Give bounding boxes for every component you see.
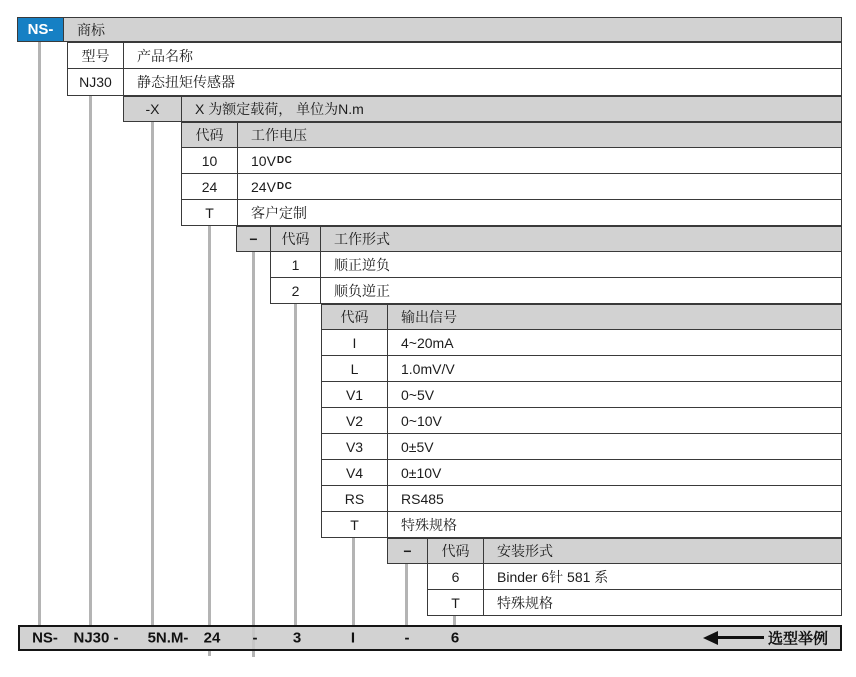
mount-row-T: [427, 590, 842, 616]
model-code-text: NJ30: [79, 74, 112, 90]
mode-header-desc-cell: [321, 227, 841, 251]
voltage-header-desc-text: 工作电压: [251, 127, 307, 143]
mount-header-code-cell: [428, 539, 484, 563]
output-row-V2: [321, 408, 842, 434]
dash-separator: −: [403, 543, 412, 559]
output-code-cell: [322, 460, 388, 485]
mode-header-desc-text: 工作形式: [334, 231, 390, 247]
connector-voltage-stub: [208, 651, 211, 656]
example-segment-voltage: 24: [203, 629, 221, 647]
output-desc-cell: [388, 486, 841, 511]
load-desc-text: X 为额定载荷， 单位为N.m: [195, 101, 364, 117]
example-segment-output: I: [350, 629, 356, 647]
load-code-text: -X: [145, 101, 160, 117]
model-row: [67, 69, 842, 96]
example-segment-prefix: NS-: [32, 629, 58, 647]
output-desc-text: RS485: [401, 490, 444, 507]
output-code-text: I: [352, 334, 357, 351]
output-code-text: V2: [345, 412, 364, 429]
mount-header-row: [387, 538, 842, 564]
mount-desc-text: Binder 6针 581 系: [497, 568, 609, 585]
voltage-row-custom: [181, 200, 842, 226]
output-desc-cell: [388, 382, 841, 407]
left-arrow-tail: [717, 636, 764, 639]
connector-voltage: [208, 226, 211, 625]
model-header-code-cell: [68, 43, 124, 68]
voltage-code-cell: [182, 200, 238, 225]
model-code-cell: [68, 69, 124, 95]
mode-row-2: [270, 278, 842, 304]
mode-header-code-text: 代码: [281, 231, 310, 247]
output-table: [321, 304, 842, 538]
model-desc-cell: [124, 69, 841, 95]
output-row-V1: [321, 382, 842, 408]
output-code-text: RS: [344, 490, 365, 507]
connector-mode-code: [294, 304, 297, 625]
mount-desc-cell: [484, 564, 841, 589]
output-row-RS: [321, 486, 842, 512]
mode-desc-text: 顺负逆正: [334, 282, 390, 299]
output-header-code-cell: [322, 305, 388, 329]
voltage-desc-cell: [238, 174, 841, 199]
connector-model: [89, 96, 92, 625]
mode-code-text: 1: [291, 256, 300, 273]
voltage-row-10: [181, 148, 842, 174]
mode-desc-text: 顺正逆负: [334, 256, 390, 273]
output-desc-cell: [388, 434, 841, 459]
voltage-header-row: [181, 122, 842, 148]
output-desc-text: 0±5V: [401, 438, 434, 455]
mount-code-text: T: [451, 594, 460, 611]
connector-brand: [38, 42, 41, 625]
voltage-table: [181, 122, 842, 226]
brand-prefix-badge: [18, 18, 64, 41]
model-desc-text: 静态扭矩传感器: [137, 74, 235, 90]
mount-code-cell: [428, 590, 484, 615]
output-code-text: T: [350, 516, 359, 533]
mode-code-text: 2: [291, 282, 300, 299]
voltage-code-text: 10: [201, 152, 218, 169]
output-code-cell: [322, 330, 388, 355]
mount-row-6: [427, 564, 842, 590]
mode-header-code-cell: [271, 227, 321, 251]
brand-row: [17, 17, 842, 42]
output-code-text: V4: [345, 464, 364, 481]
mount-header-desc-cell: [484, 539, 841, 563]
example-segment-mount: 6: [450, 629, 460, 647]
mode-code-cell: [271, 278, 321, 303]
dash-separator: −: [249, 231, 258, 247]
mode-row-1: [270, 252, 842, 278]
brand-table: [17, 17, 842, 42]
output-code-cell: [322, 382, 388, 407]
mode-code-cell: [271, 252, 321, 277]
model-header-desc-text: 产品名称: [137, 47, 193, 64]
output-desc-text: 0~5V: [401, 386, 435, 403]
mount-header-dash-cell: [388, 539, 428, 563]
connector-mode-dash-stub: [252, 651, 255, 657]
output-desc-cell: [388, 460, 841, 485]
voltage-desc-text: 客户定制: [251, 204, 307, 221]
output-row-T: [321, 512, 842, 538]
output-row-L: [321, 356, 842, 382]
mount-code-cell: [428, 564, 484, 589]
example-segment-model: NJ30 -: [73, 629, 119, 647]
output-code-cell: [322, 356, 388, 381]
output-row-V4: [321, 460, 842, 486]
mode-table: [236, 226, 842, 304]
mode-header-dash-cell: [237, 227, 271, 251]
model-header-row: [67, 42, 842, 69]
mode-desc-cell: [321, 278, 841, 303]
output-header-row: [321, 304, 842, 330]
voltage-desc-cell: [238, 200, 841, 225]
output-desc-text: 0~10V: [401, 412, 442, 429]
example-segment-dash2: -: [404, 629, 410, 647]
load-table: [123, 96, 842, 122]
output-code-text: V3: [345, 438, 364, 455]
output-row-V3: [321, 434, 842, 460]
voltage-desc-text: 10V: [251, 152, 276, 169]
output-desc-text: 0±10V: [401, 464, 442, 481]
voltage-header-code-cell: [182, 123, 238, 147]
voltage-code-cell: [182, 174, 238, 199]
voltage-code-text: 24: [201, 178, 218, 195]
mount-table-body: [427, 564, 842, 616]
load-code-cell: [124, 97, 182, 121]
model-table: [67, 42, 842, 96]
mode-table-body: [270, 252, 842, 304]
output-code-text: V1: [345, 386, 364, 403]
brand-label-text: 商标: [77, 21, 105, 38]
connector-load: [151, 122, 154, 625]
voltage-row-24: [181, 174, 842, 200]
model-header-desc-cell: [124, 43, 841, 68]
connector-output: [352, 538, 355, 625]
mount-table: [387, 538, 842, 616]
output-desc-text: 4~20mA: [401, 334, 454, 351]
voltage-desc-subscript: DC: [276, 155, 293, 166]
output-header-desc-cell: [388, 305, 841, 329]
mount-header-desc-text: 安装形式: [497, 543, 553, 559]
brand-label-cell: [64, 18, 841, 41]
voltage-code-cell: [182, 148, 238, 173]
mount-desc-cell: [484, 590, 841, 615]
connector-mount-code: [453, 616, 456, 625]
output-code-text: L: [350, 360, 359, 377]
output-desc-cell: [388, 512, 841, 537]
voltage-code-text: T: [205, 204, 214, 221]
example-segment-mode: 3: [292, 629, 302, 647]
brand-prefix-text: NS-: [27, 21, 54, 38]
output-desc-cell: [388, 408, 841, 433]
mode-desc-cell: [321, 252, 841, 277]
voltage-header-desc-cell: [238, 123, 841, 147]
mode-header-row: [236, 226, 842, 252]
voltage-desc-text: 24V: [251, 178, 276, 195]
output-desc-text: 特殊规格: [401, 516, 457, 533]
load-desc-cell: [182, 97, 841, 121]
voltage-desc-cell: [238, 148, 841, 173]
output-code-cell: [322, 512, 388, 537]
load-row: [123, 96, 842, 122]
connector-mode-dash: [252, 252, 255, 625]
example-segment-load: 5N.M-: [147, 629, 189, 647]
left-arrow-icon: [703, 631, 718, 645]
output-code-cell: [322, 408, 388, 433]
voltage-header-code-text: 代码: [195, 127, 224, 143]
mount-code-text: 6: [451, 568, 460, 585]
example-segment-dash1: -: [252, 629, 258, 647]
output-desc-text: 1.0mV/V: [401, 360, 455, 377]
output-desc-cell: [388, 356, 841, 381]
voltage-desc-subscript: DC: [276, 181, 293, 192]
model-header-code-text: 型号: [81, 47, 110, 64]
output-desc-cell: [388, 330, 841, 355]
output-header-desc-text: 输出信号: [401, 309, 457, 325]
output-row-I: [321, 330, 842, 356]
output-code-cell: [322, 486, 388, 511]
mount-desc-text: 特殊规格: [497, 594, 553, 611]
mount-header-code-text: 代码: [441, 543, 470, 559]
output-code-cell: [322, 434, 388, 459]
example-label: 选型举例: [768, 630, 829, 648]
output-header-code-text: 代码: [340, 309, 369, 325]
